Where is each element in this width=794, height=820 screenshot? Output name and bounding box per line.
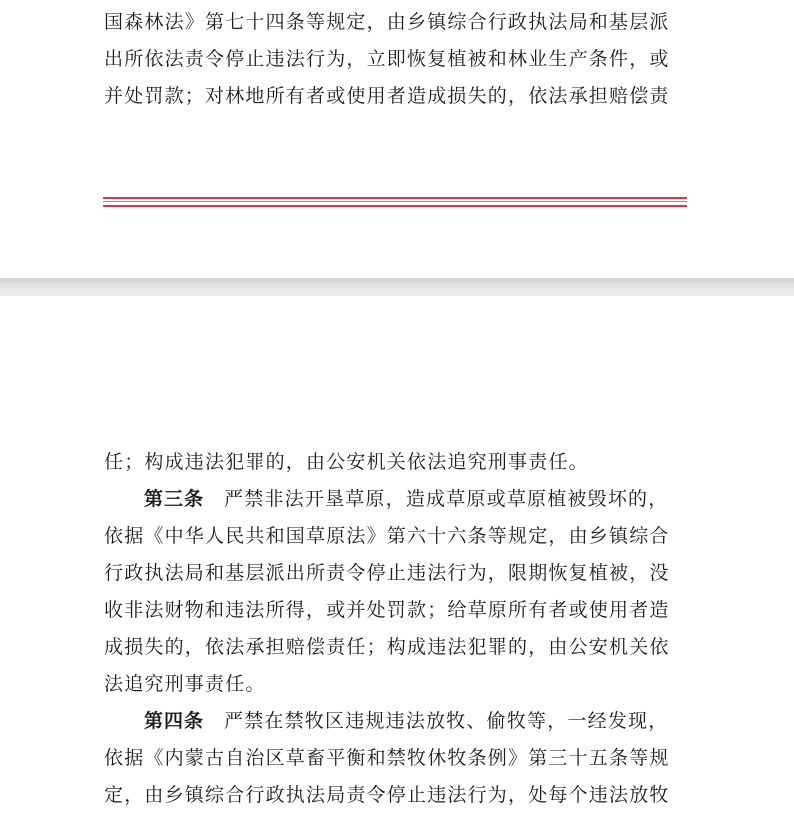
article-3-heading-line: [104, 481, 694, 518]
article-3-number: 第三条: [144, 488, 205, 510]
page-current: [0, 296, 794, 820]
text-line: 行政执法局和基层派出所责令停止违法行为，限期恢复植被，没: [104, 562, 670, 584]
text-line: 国森林法》第七十四条等规定，由乡镇综合行政执法局和基层派: [104, 11, 670, 33]
continuation-line: 任；构成违法犯罪的，由公安机关依法追究刑事责任。: [104, 451, 589, 473]
article-4-heading-line: [104, 703, 694, 740]
article-3-first-line: 严禁非法开垦草原，造成草原或草原植被毁坏的，: [224, 488, 669, 510]
text-line: 定，由乡镇综合行政执法局责令停止违法行为，处每个违法放牧: [104, 784, 670, 806]
text-line: 依据《内蒙古自治区草畜平衡和禁牧休牧条例》第三十五条等规: [104, 747, 670, 769]
text-line: 并处罚款；对林地所有者或使用者造成损失的，依法承担赔偿责: [104, 85, 670, 107]
text-line: 收非法财物和违法所得，或并处罚款；给草原所有者或使用者造: [104, 599, 670, 621]
text-line: 成损失的，依法承担赔偿责任；构成违法犯罪的，由公安机关依: [104, 636, 670, 658]
page-separator: [0, 278, 794, 296]
footer-rule: [103, 197, 687, 209]
article-4-number: 第四条: [144, 710, 205, 732]
text-line: 依据《中华人民共和国草原法》第六十六条等规定，由乡镇综合: [104, 525, 670, 547]
page-current-text: [104, 444, 694, 814]
text-line: 出所依法责令停止违法行为，立即恢复植被和林业生产条件，或: [104, 48, 670, 70]
page-previous-text: [104, 4, 694, 115]
page-previous: [0, 0, 794, 278]
article-4-first-line: 严禁在禁牧区违规违法放牧、偷牧等，一经发现，: [224, 710, 669, 732]
text-line: 法追究刑事责任。: [104, 673, 266, 695]
